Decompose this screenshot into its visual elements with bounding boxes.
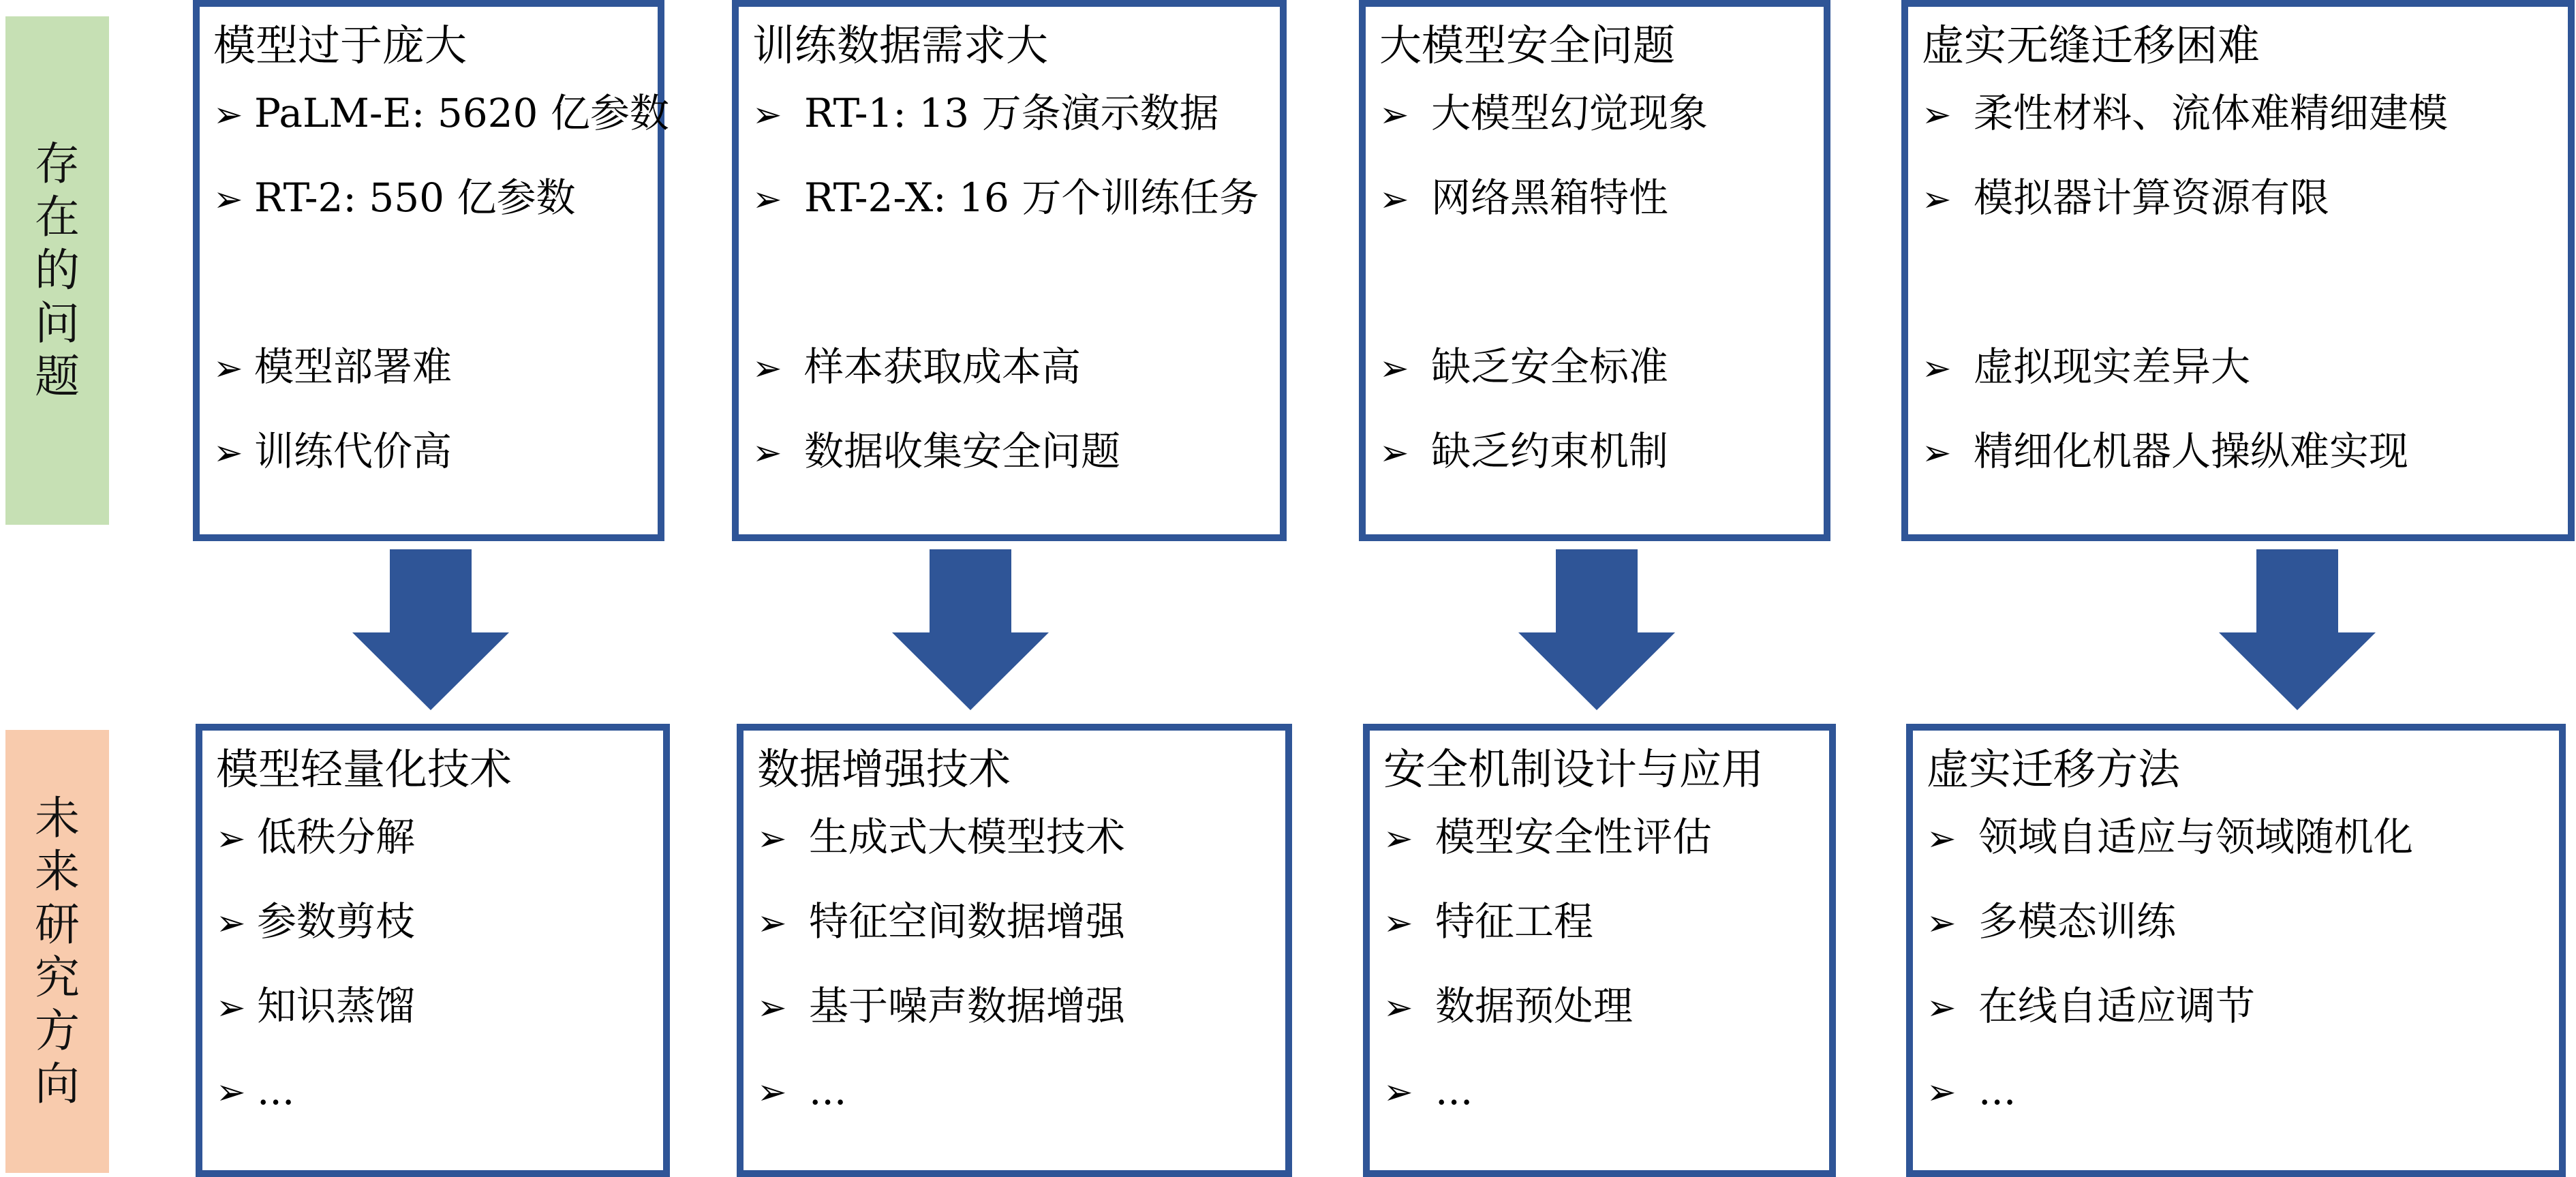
problems-section-label [5, 16, 109, 525]
direction-item: ➢ ... [216, 1065, 663, 1149]
problem-item: ➢ 大模型幻觉现象 [1379, 87, 1824, 172]
direction-box-data-augmentation [737, 724, 1292, 1177]
arrow-bullet-icon: ➢ [213, 433, 243, 474]
arrow-bullet-icon: ➢ [1383, 1072, 1413, 1113]
direction-item: ➢ 基于噪声数据增强 [757, 980, 1285, 1065]
problem-item: ➢ RT-2: 550 亿参数 [213, 172, 658, 256]
direction-item: ➢ 参数剪枝 [216, 896, 663, 980]
direction-item: ➢ 模型安全性评估 [1383, 811, 1829, 896]
direction-item: ➢ ... [1383, 1065, 1829, 1149]
arrow-bullet-icon: ➢ [752, 95, 782, 136]
arrow-bullet-icon: ➢ [1383, 819, 1413, 859]
direction-title: 安全机制设计与应用 [1383, 744, 1764, 794]
future-directions-section-label [5, 730, 109, 1173]
arrow-bullet-icon: ➢ [1922, 348, 1952, 389]
arrow-bullet-icon: ➢ [1379, 179, 1409, 220]
arrow-bullet-icon: ➢ [1379, 433, 1409, 474]
direction-title: 模型轻量化技术 [216, 744, 512, 794]
arrow-bullet-icon: ➢ [1383, 988, 1413, 1028]
problem-item: ➢ RT-2-X: 16 万个训练任务 [752, 172, 1280, 256]
direction-title: 虚实迁移方法 [1927, 744, 2181, 794]
arrow-bullet-icon: ➢ [213, 95, 243, 136]
problem-box-model-size [193, 0, 669, 541]
problem-item: ➢ 精细化机器人操纵难实现 [1922, 425, 2568, 510]
direction-item: ➢ 领域自适应与领域随机化 [1927, 811, 2559, 896]
direction-item: ➢ ... [1927, 1065, 2559, 1149]
arrow-bullet-icon: ➢ [752, 348, 782, 389]
problem-item: ➢ 虚拟现实差异大 [1922, 341, 2568, 425]
direction-box-sim-to-real-methods [1906, 724, 2566, 1177]
arrow-bullet-icon: ➢ [213, 348, 243, 389]
arrow-bullet-icon: ➢ [1927, 988, 1957, 1028]
arrow-bullet-icon: ➢ [1927, 903, 1957, 944]
direction-item: ➢ 多模态训练 [1927, 896, 2559, 980]
arrow-bullet-icon: ➢ [1379, 95, 1409, 136]
problem-title: 虚实无缝迁移困难 [1922, 20, 2260, 70]
direction-item: ➢ 低秩分解 [216, 811, 663, 896]
direction-box-safety-mechanism [1363, 724, 1836, 1177]
arrow-bullet-icon: ➢ [1383, 903, 1413, 944]
direction-box-lightweight [196, 724, 670, 1177]
arrow-bullet-icon: ➢ [1922, 179, 1952, 220]
direction-item: ➢ 数据预处理 [1383, 980, 1829, 1065]
problem-title: 模型过于庞大 [213, 20, 467, 70]
problem-title: 训练数据需求大 [752, 20, 1049, 70]
problem-item: ➢ 模型部署难 [213, 341, 658, 425]
direction-item: ➢ 特征空间数据增强 [757, 896, 1285, 980]
arrow-bullet-icon: ➢ [216, 1072, 246, 1113]
arrow-bullet-icon: ➢ [216, 819, 246, 859]
problem-item: ➢ RT-1: 13 万条演示数据 [752, 87, 1280, 172]
problem-item: ➢ 缺乏约束机制 [1379, 425, 1824, 510]
down-arrow-icon [2219, 549, 2376, 710]
problem-item: ➢ 柔性材料、流体难精细建模 [1922, 87, 2568, 172]
problem-box-training-data [732, 0, 1287, 541]
problem-item: ➢ 数据收集安全问题 [752, 425, 1280, 510]
arrow-bullet-icon: ➢ [1922, 95, 1952, 136]
arrow-bullet-icon: ➢ [213, 179, 243, 220]
problems-label-text: 存在的问题 [35, 138, 80, 403]
arrow-bullet-icon: ➢ [1927, 1072, 1957, 1113]
arrow-bullet-icon: ➢ [757, 988, 787, 1028]
direction-item: ➢ ... [757, 1065, 1285, 1149]
arrow-bullet-icon: ➢ [1922, 433, 1952, 474]
direction-item: ➢ 在线自适应调节 [1927, 980, 2559, 1065]
problem-title: 大模型安全问题 [1379, 20, 1676, 70]
problem-item: ➢ 模拟器计算资源有限 [1922, 172, 2568, 256]
arrow-bullet-icon: ➢ [752, 179, 782, 220]
direction-item: ➢ 知识蒸馏 [216, 980, 663, 1065]
arrow-bullet-icon: ➢ [757, 1072, 787, 1113]
arrow-bullet-icon: ➢ [1927, 819, 1957, 859]
problem-item: ➢ 缺乏安全标准 [1379, 341, 1824, 425]
arrow-bullet-icon: ➢ [1379, 348, 1409, 389]
direction-item: ➢ 特征工程 [1383, 896, 1829, 980]
future-label-text: 未来研究方向 [35, 792, 80, 1110]
direction-item: ➢ 生成式大模型技术 [757, 811, 1285, 896]
arrow-bullet-icon: ➢ [757, 903, 787, 944]
down-arrow-icon [1518, 549, 1675, 710]
problem-item: ➢ 样本获取成本高 [752, 341, 1280, 425]
down-arrow-icon [352, 549, 509, 710]
down-arrow-icon [892, 549, 1049, 710]
arrow-bullet-icon: ➢ [216, 988, 246, 1028]
problem-box-sim-to-real [1901, 0, 2575, 541]
arrow-bullet-icon: ➢ [216, 903, 246, 944]
problem-item: ➢ PaLM-E: 5620 亿参数 [213, 87, 658, 172]
problem-box-safety [1359, 0, 1830, 541]
problem-item: ➢ 训练代价高 [213, 425, 658, 510]
arrow-bullet-icon: ➢ [752, 433, 782, 474]
arrow-bullet-icon: ➢ [757, 819, 787, 859]
direction-title: 数据增强技术 [757, 744, 1011, 794]
problem-item: ➢ 网络黑箱特性 [1379, 172, 1824, 256]
